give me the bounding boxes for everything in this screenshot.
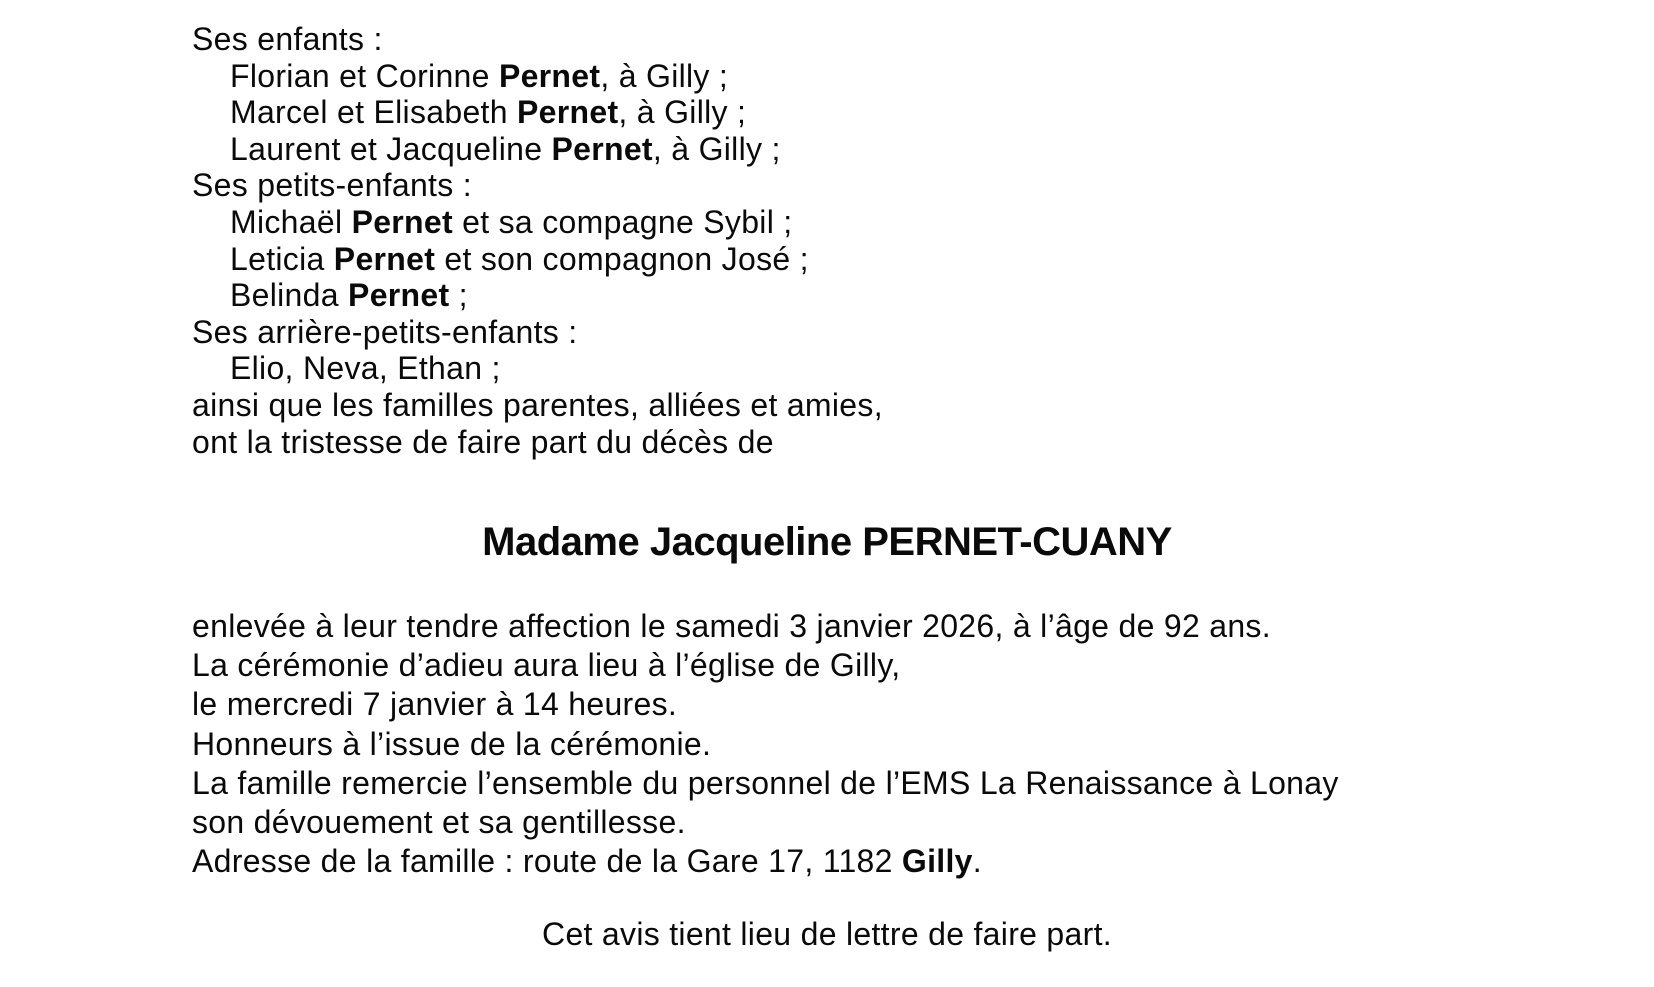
text-line [192,387,883,424]
text-segment: Adresse de la famille : route de la Gare 17, 1182 [192,843,902,880]
closing-statement: Cet avis tient lieu de lettre de faire part. [542,916,1112,952]
text-segment: ainsi que les familles parentes, alliées et amies, [192,386,883,423]
text-line [192,424,883,461]
text-line [192,764,1339,803]
text-line [192,350,883,387]
text-line [192,725,1339,764]
text-segment: Honneurs à l’issue de la cérémonie. [192,725,712,762]
text-line [192,94,883,131]
text-segment: , à Gilly ; [600,57,729,94]
text-line [192,842,1339,881]
family-relations-block [192,21,883,460]
text-segment: Gilly [901,843,973,880]
text-segment: Marcel et Elisabeth [230,94,518,131]
text-segment: Pernet [551,130,653,167]
text-line [192,607,1339,646]
text-segment: ; [449,277,468,314]
deceased-name-title: Madame Jacqueline PERNET-CUANY [482,520,1172,564]
text-segment: La famille remercie l’ensemble du personnel de l’EMS La Renaissance à Lonay [192,764,1339,801]
text-line [192,204,883,241]
text-segment: Elio, Neva, Ethan ; [230,350,501,387]
text-segment: La cérémonie d’adieu aura lieu à l’église de Gilly, [192,647,901,684]
text-line [192,685,1339,724]
text-segment: Belinda [230,277,349,314]
text-segment: Ses enfants : [192,21,383,57]
text-line [192,803,1339,842]
text-segment: et sa compagne Sybil ; [452,203,793,240]
text-line [192,314,883,351]
text-segment: Michaël [230,203,352,240]
text-segment: Pernet [351,203,453,240]
text-line [192,277,883,314]
text-segment: ont la tristesse de faire part du décès de [192,423,774,460]
text-line [192,167,883,204]
text-segment: son dévouement et sa gentillesse. [192,804,686,841]
text-segment: Ses arrière-petits-enfants : [192,313,578,350]
text-line [192,58,883,95]
text-segment: et son compagnon José ; [435,240,809,277]
text-line [192,131,883,168]
text-segment: le mercredi 7 janvier à 14 heures. [192,686,678,723]
text-line [192,21,883,58]
text-segment: Pernet [348,277,450,314]
text-segment: Pernet [333,240,436,277]
text-segment: Laurent et Jacqueline [230,130,552,167]
text-segment: , à Gilly ; [618,94,747,131]
ceremony-details-block [192,607,1339,881]
text-segment: enlevée à leur tendre affection le samedi 3 janvier 2026, à l’âge de 92 ans. [192,608,1271,644]
text-line [192,241,883,278]
text-line [192,646,1339,685]
text-segment: , à Gilly ; [652,130,781,167]
text-segment: Pernet [517,94,619,131]
text-segment: Pernet [498,57,601,94]
text-segment: Florian et Corinne [230,57,499,94]
text-segment: Leticia [230,240,334,277]
text-segment: . [972,843,982,880]
text-segment: Ses petits-enfants : [192,167,472,204]
